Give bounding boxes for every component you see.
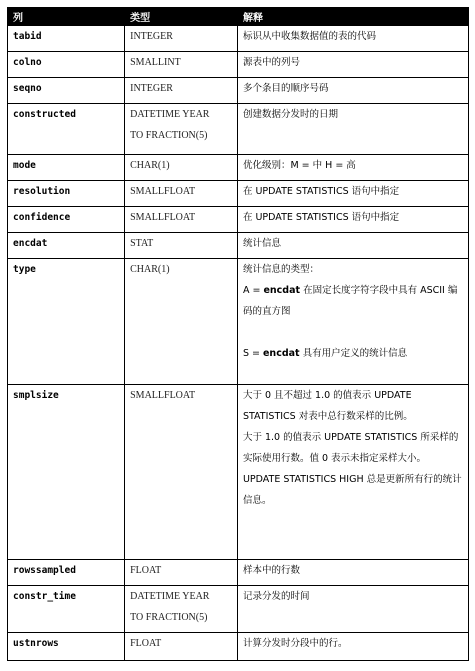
header-description: 解释	[237, 8, 468, 26]
description-paragraph: 大于 0 且不超过 1.0 的值表示 UPDATE STATISTICS 对表中总行数采样的比例。	[242, 390, 413, 422]
column-name: mode	[8, 155, 125, 181]
column-name: encdat	[8, 233, 125, 259]
table-row	[8, 52, 469, 78]
column-type: INTEGER	[125, 26, 238, 52]
table-row	[8, 181, 469, 207]
header-type: 类型	[125, 8, 238, 26]
column-description	[237, 259, 468, 385]
column-name: constructed	[8, 104, 125, 155]
keyword: encdat	[263, 285, 301, 296]
table-row	[8, 259, 469, 385]
table-row	[8, 633, 469, 661]
column-name: resolution	[8, 181, 125, 207]
column-name: confidence	[8, 207, 125, 233]
description-intro: 统计信息的类型：	[242, 264, 319, 275]
column-description: 优化级别：M = 中 H = 高	[237, 155, 468, 181]
column-type: FLOAT	[125, 633, 238, 661]
column-type: SMALLFLOAT	[125, 385, 238, 560]
column-type: SMALLINT	[125, 52, 238, 78]
column-description	[237, 385, 468, 560]
column-description: 记录分发的时间	[237, 586, 468, 633]
table-header-row	[8, 8, 469, 26]
column-name: colno	[8, 52, 125, 78]
column-name: smplsize	[8, 385, 125, 560]
table-row	[8, 586, 469, 633]
column-type: SMALLFLOAT	[125, 207, 238, 233]
column-description: 在 UPDATE STATISTICS 语句中指定	[237, 181, 468, 207]
column-description: 在 UPDATE STATISTICS 语句中指定	[237, 207, 468, 233]
table-row	[8, 26, 469, 52]
column-type: DATETIME YEAR TO FRACTION(5)	[125, 586, 238, 633]
table-row	[8, 104, 469, 155]
keyword: encdat	[262, 348, 300, 359]
table-row	[8, 385, 469, 560]
column-name: constr_time	[8, 586, 125, 633]
column-type: SMALLFLOAT	[125, 181, 238, 207]
column-type: INTEGER	[125, 78, 238, 104]
description-type-s: S = encdat 具有用户定义的统计信息	[242, 348, 408, 359]
column-name: type	[8, 259, 125, 385]
column-name: seqno	[8, 78, 125, 104]
column-description: 标识从中收集数据值的表的代码	[237, 26, 468, 52]
table-row	[8, 78, 469, 104]
column-type: FLOAT	[125, 560, 238, 586]
table-row	[8, 233, 469, 259]
table-row	[8, 155, 469, 181]
column-name: rowssampled	[8, 560, 125, 586]
description-paragraph: 大于 1.0 的值表示 UPDATE STATISTICS 所采样的实际使用行数。值 0 表示未指定采样大小。UPDATE STATISTICS HIGH 总是更新所有行的统计信息。	[242, 432, 462, 506]
column-type: CHAR(1)	[125, 259, 238, 385]
column-type: STAT	[125, 233, 238, 259]
description-type-a: A = encdat 在固定长度字符字段中具有 ASCII 编码的直方图	[242, 285, 458, 317]
header-column: 列	[8, 8, 125, 26]
column-type: DATETIME YEAR TO FRACTION(5)	[125, 104, 238, 155]
column-description: 样本中的行数	[237, 560, 468, 586]
column-description: 计算分发时分段中的行。	[237, 633, 468, 661]
column-definition-table	[7, 7, 469, 661]
column-name: ustnrows	[8, 633, 125, 661]
column-name: tabid	[8, 26, 125, 52]
column-description: 统计信息	[237, 233, 468, 259]
table-row	[8, 560, 469, 586]
table-row	[8, 207, 469, 233]
column-description: 多个条目的顺序号码	[237, 78, 468, 104]
column-type: CHAR(1)	[125, 155, 238, 181]
column-description: 创建数据分发时的日期	[237, 104, 468, 155]
column-description: 源表中的列号	[237, 52, 468, 78]
